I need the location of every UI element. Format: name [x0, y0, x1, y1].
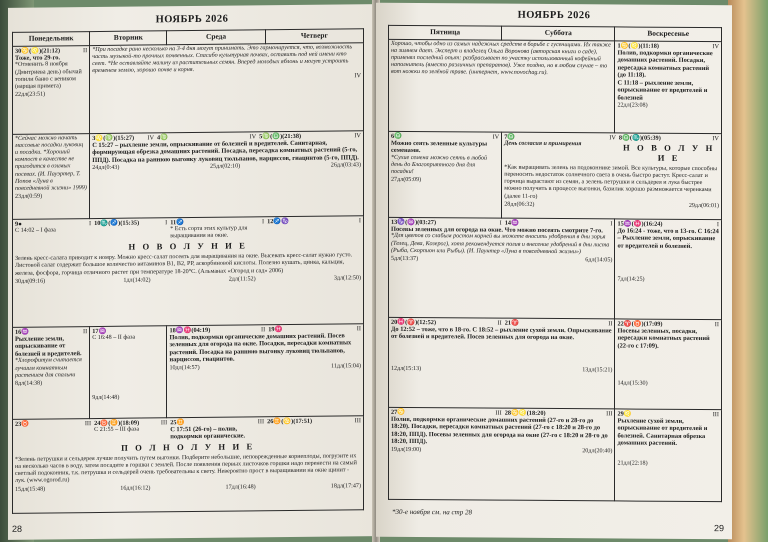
multi-day-cell — [13, 415, 364, 513]
day-length: 9дл(14:48) — [92, 394, 120, 402]
multi-day-cell — [13, 215, 364, 327]
phase-number: I — [716, 220, 719, 228]
day-advice: С 15:27 – рыхление земли, опрыскивание от болезней и вредителей. Санитарная, формирующая обрезка домашних растений. Посадка, пересадка комнатных растений (5-го, ППД). Посадка на раннюю выгонку луковиц тюльпанов, нарциссов, гиацинтов (5-го, ППД). — [92, 139, 359, 164]
day-note: *Хлорофитум считается лучшим комнатным растением для спальни — [15, 357, 82, 379]
phase-number: II — [261, 325, 266, 333]
phase-number: I — [165, 218, 168, 226]
week-note: *При посадке рано несколько на 3-4 дня могут принимать. Это гармонируется, что, возможность часть музыкой-то прочных почвенных. Спасибо культурная почвах, оставить под ней имени кто сеет. *Не оставляйте малину из растительных семян. Вперед молодых яблонь и могут устроить временем землю, хорошо почве и корня. — [92, 43, 353, 75]
day-date: 3♌(♍)(15:27) — [92, 134, 135, 142]
moon-phase-title: Н О В О Л У Н И Е — [623, 142, 715, 163]
header-wednesday: Среда — [167, 30, 265, 45]
multi-day-cell — [389, 317, 615, 409]
page-number: 29 — [713, 523, 724, 534]
phase-start: С 21:55 – III фаза — [94, 426, 140, 433]
day-length: 16дл(16:12) — [120, 484, 151, 492]
day-cell — [13, 45, 90, 134]
day-date: 28♋♌(18:20) — [504, 409, 546, 417]
day-date: 26♊(♋)(17:51) — [267, 417, 313, 425]
week-row-3 — [13, 215, 364, 327]
phase-number: II — [356, 324, 361, 332]
day-length: 5дл(13:37) — [391, 255, 419, 262]
day-cell — [13, 326, 90, 419]
calendar-page-right — [376, 3, 732, 539]
week-note: Хорошо, чтобы одно из самых надежных средств в борьбе с гусеницами. Их также на зимнем дает. Эксперт и владелец Ольга Воронова (авторская книги о саде), применял последний опыт: разбрасывает по участку использованный кофейный наполнитель (вместо различных препаратов). Уже поздно, но в любом случае – то вот ножки по зелёной траве. (интернет, www.novochag.ru). — [391, 40, 611, 77]
phase-number: III — [712, 410, 719, 418]
day-date: 6♎ — [391, 132, 402, 140]
day-date: 9● — [15, 220, 22, 228]
multi-day-cell — [389, 407, 615, 501]
phase-number: IV — [609, 133, 616, 142]
day-length: 7дл(14:25) — [617, 276, 645, 283]
day-length: 10дл(14:57) — [169, 364, 200, 372]
phase-number: IV — [249, 132, 257, 140]
phase-number: I — [499, 219, 502, 227]
phase-number: II — [714, 320, 719, 328]
phase-start: С 16:48 – II фаза — [92, 334, 136, 341]
day-length: 8дл(14:38) — [15, 380, 43, 387]
backdrop-right — [728, 0, 768, 542]
day-date: 19♓ — [268, 325, 283, 333]
phase-number: I — [261, 217, 265, 225]
multi-day-cell — [167, 323, 364, 417]
phase-number: II — [83, 46, 88, 54]
day-date: 25♊ — [170, 418, 185, 426]
day-note: *Сейчас можно начать массовые посадки луковиц и посадки. *Хороший компост в качестве не пригодится в озимых посевах. (И. Пауэртер, Т. Попов «Луна в повседневной жизни» 1999) — [15, 134, 87, 192]
day-length: 3дл(12:50) — [333, 275, 361, 282]
header-tuesday: Вторник — [90, 31, 167, 45]
phase-number: III — [354, 416, 361, 424]
page-title: НОЯБРЬ 2026 — [517, 9, 591, 22]
day-advice: Полив, подкормки органические домашних растений (27-го и 28-го до 18:20). Посадки, пересадки комнатных растений (27-го с 18:20 и 28-го до 18:20, ППД). Посевы зеленных для огорода на окне (27-го с 18:20 и 28-го до 18:20, ППД). — [391, 415, 608, 446]
phase-start: С 14:02 – I фаза — [15, 227, 56, 234]
day-advice: До 16:24 - тоже, что в 13-го. С 16:24 – Рыхление земли, опрыскивание от вредителей и болезней. — [617, 227, 719, 250]
day-advice: Полив, подкормки органические домашних растений. Посев зеленных для огорода на окне. Посадки, пересадки комнатных растений. Посадка на раннюю выгонку луковиц тюльпанов, нарциссов, гиацинтов. — [169, 332, 352, 364]
day-date: 30♋(♌)(21:12) — [15, 46, 61, 55]
day-date: 4♍ — [157, 133, 169, 141]
day-length: 12дл(15:13) — [391, 365, 422, 372]
day-note: * Есть сорта этих культур для выращивания на окне. — [170, 225, 248, 240]
phase-number: III — [84, 419, 92, 427]
day-advice: Посевы зеленных, посадки, пересадки комнатных растений (22-го с 17:09). — [617, 327, 710, 350]
day-length: 2дл(11:52) — [228, 276, 256, 283]
calendar-table-left — [12, 28, 364, 513]
day-advice: Можно сеять зеленные культуры семенами. — [391, 139, 488, 155]
day-advice: До 12:52 – тоже, что в 18-го. С 18:52 – рыхление сухой земли. Опрыскивание от болезней и вредителей. Посев зеленных для огорода на окне. — [391, 325, 612, 342]
week-note: *Как выращивать зелень на подоконнике зимой. Все культуры, которые способны переносить недостаток солнечного света в очень быстро растут. Кресс-салат и горчица вырастают из семян, а зелень петрушки и сельдерея и лука быстрее можно получить в процессе выгонки, базилик хорошо размножается черенками (далее 11-го) — [504, 164, 718, 200]
day-note: Зелень кресс-салата приводит к номру. Можно кресс-салат посеять для выращивания на окне. Высевать кресс-салат нужно густо. — [15, 252, 353, 263]
day-length: 6дл(14:05) — [585, 257, 613, 264]
day-date: 13♑(♒)(03:27) — [391, 218, 437, 226]
day-date: 8♎(♏)(05:39) — [618, 134, 661, 142]
day-date: 22♈(♉)(17:09) — [617, 320, 663, 328]
day-date: 12♐♑ — [267, 217, 290, 225]
day-length: 11дл(15:04) — [331, 363, 361, 370]
day-length: 21дл(22:18) — [617, 460, 648, 467]
day-length: 15дл(15:48) — [15, 486, 46, 493]
phase-number: III — [606, 409, 613, 417]
phase-number: IV — [492, 133, 500, 141]
day-length: 29дл(06:01) — [688, 202, 719, 209]
week-row-3 — [389, 217, 722, 319]
day-length: 22дл(23:51) — [15, 91, 46, 98]
day-advice: Посевы зеленных для огорода на окне. Что можно посеять смотрите 7-го. — [391, 225, 603, 235]
page-number: 28 — [12, 523, 23, 534]
day-date: 29♌ — [617, 410, 632, 418]
week-row-5 — [13, 415, 364, 513]
moon-phase-title: П О Л Н О Л У Н И Е — [121, 441, 255, 453]
week-note: Листовой салат содержит большое количество витаминов В1, В2, РР, аскорбиновой кислоты. Полезно кушать, цинка, кальция, железа, фосфора, горчица отличного растет при температуре 18-20°С. (Альманах «Огород и сад» 2006) — [15, 259, 345, 277]
phase-number: II — [497, 319, 502, 327]
day-length: 22дл(23:08) — [617, 102, 648, 109]
week-row-1 — [389, 39, 722, 133]
day-date: 10♏(♐)(15:35) — [94, 219, 140, 227]
multi-day-cell — [389, 217, 615, 319]
day-advice: Полив, подкормки органические домашних растений. Посадки, пересадка комнатных растений (до 11:18). — [617, 49, 713, 79]
calendar-table-right — [388, 25, 722, 502]
header-saturday: Суббота — [502, 26, 615, 40]
header-thursday: Четверг — [265, 29, 363, 44]
day-date: 16♒ — [15, 328, 30, 336]
day-date: 27♋ — [391, 408, 406, 416]
week-note: *Для цветов со слабым ростом корней вы можете вносить удобрения в дни зорья (Телец, Дева, Козерог), хотя рекомендуется полив и внесение удобрений в дни листа (Рыба, Скорпион или Рыбы). (И. Паунтер «Луна в повседневной жизни») — [391, 233, 610, 255]
multi-day-cell — [90, 130, 364, 218]
day-cell — [13, 133, 90, 219]
footnote: *30-е ноября см. на стр 28 — [392, 507, 472, 517]
week-note-cell — [389, 39, 615, 133]
phase-number: II — [83, 327, 88, 335]
day-length: 20дл(20:40) — [582, 448, 613, 455]
day-note: *Отменить 8 ноября (Дмитриева день) обычай топили баню с веником (варщая примета) — [15, 61, 82, 90]
day-date: 21♈ — [504, 319, 519, 327]
week-row-5 — [389, 407, 722, 501]
phase-number: I — [358, 216, 361, 224]
day-length: 25дл(02:10) — [209, 163, 241, 171]
phase-number: IV — [712, 134, 719, 142]
multi-day-cell — [502, 132, 722, 220]
day-length: 14дл(15:30) — [617, 380, 648, 387]
day-date: 18♒♓(04:19) — [169, 326, 211, 334]
day-length: 27дл(05:09) — [391, 177, 422, 184]
day-length: 30дл(09:16) — [15, 278, 46, 285]
week-row-1 — [13, 42, 364, 134]
week-note: *Зелень петрушки и сельдерея лучше получить путем выгонки. Подберите небольшие, неповрежденные корнеплоды, погрузите их на несколько часов в воду, затем посадите в горшки с землей. После появления первых листочков горшки надо перенести на самый светлый подоконник, т.к. петрушка и сельдерей очень требовательны к свету. Невероятно прост в выращивании на окне щинит - лук. (www.ogorod.ru) — [15, 453, 357, 485]
day-date: 7♎ — [504, 133, 516, 141]
calendar-page-left — [8, 4, 376, 540]
phase-number: III — [160, 418, 168, 426]
holiday-title: День согласия и примирения — [504, 140, 582, 148]
header-sunday: Воскресенье — [615, 27, 722, 41]
day-length: 19дл(19:00) — [391, 446, 422, 453]
day-length: 24дл(0:43) — [92, 165, 120, 172]
day-date: 11♐ — [170, 218, 185, 226]
day-length: 1дл(14:02) — [123, 277, 151, 284]
day-date: 24♉(♊)(18:09) — [94, 419, 140, 427]
day-note: *Сухие семена можно сеять в любой день до Благоприятного дня для посадки! — [391, 154, 488, 176]
phase-number: IV — [712, 42, 719, 50]
day-date: 17♒ — [92, 327, 107, 335]
day-cell — [90, 325, 167, 418]
day-cell — [389, 131, 502, 218]
day-cell — [615, 409, 722, 502]
header-monday: Понедельник — [13, 32, 90, 46]
day-advice: Рыхление сухой земли, опрыскивание от вредителей и болезней. Санитарная обрезка домашних растений. — [617, 417, 708, 448]
phase-number: IV — [354, 131, 361, 139]
week-row-4 — [13, 323, 364, 419]
day-length: 18дл(17:47) — [330, 482, 361, 490]
day-length: 26дл(03:43) — [330, 162, 361, 169]
day-cell — [615, 319, 722, 410]
phase-number: II — [608, 319, 613, 327]
day-date: 23♉ — [15, 420, 30, 428]
day-advice: С 17:51 (26-го) – полив, подкормки органические. — [170, 425, 246, 441]
week-row-4 — [389, 317, 722, 409]
day-length: 28дл(06:32) — [504, 201, 535, 208]
week-row-2 — [13, 130, 364, 219]
day-cell — [615, 41, 722, 134]
day-advice: Тоже, что 29-го. — [15, 54, 61, 62]
header-friday: Пятница — [389, 25, 502, 39]
day-length: 17дл(16:48) — [225, 483, 256, 491]
phase-number: IV — [147, 133, 155, 142]
phase-number: IV — [354, 72, 361, 80]
phase-number: I — [89, 219, 92, 227]
moon-phase-title: Н О В О Л У Н И Е — [128, 240, 248, 252]
day-date: 15♒(♓)(16:24) — [617, 220, 663, 228]
phase-number: III — [495, 409, 502, 417]
day-advice: С 11:18 – рыхление земли, опрыскивание от вредителей и болезней — [617, 79, 708, 102]
day-date: 1♋(♌)(11:18) — [617, 42, 659, 50]
week-row-2 — [389, 131, 722, 219]
day-length: 23дл(0:59) — [15, 193, 43, 200]
day-date: 20♓(♈)(12:52) — [391, 318, 437, 326]
phase-number: III — [257, 417, 265, 425]
week-note-cell — [90, 42, 364, 133]
page-title: НОЯБРЬ 2026 — [155, 13, 229, 26]
day-date: 14♒ — [504, 219, 519, 227]
day-advice: Рыхление земли, опрыскивание от болезней и вредителей. — [15, 335, 82, 358]
phase-number: I — [610, 219, 613, 227]
day-length: 13дл(15:21) — [582, 367, 613, 374]
day-date: 5♍(♎)(21:38) — [259, 132, 302, 140]
day-cell — [615, 219, 722, 320]
